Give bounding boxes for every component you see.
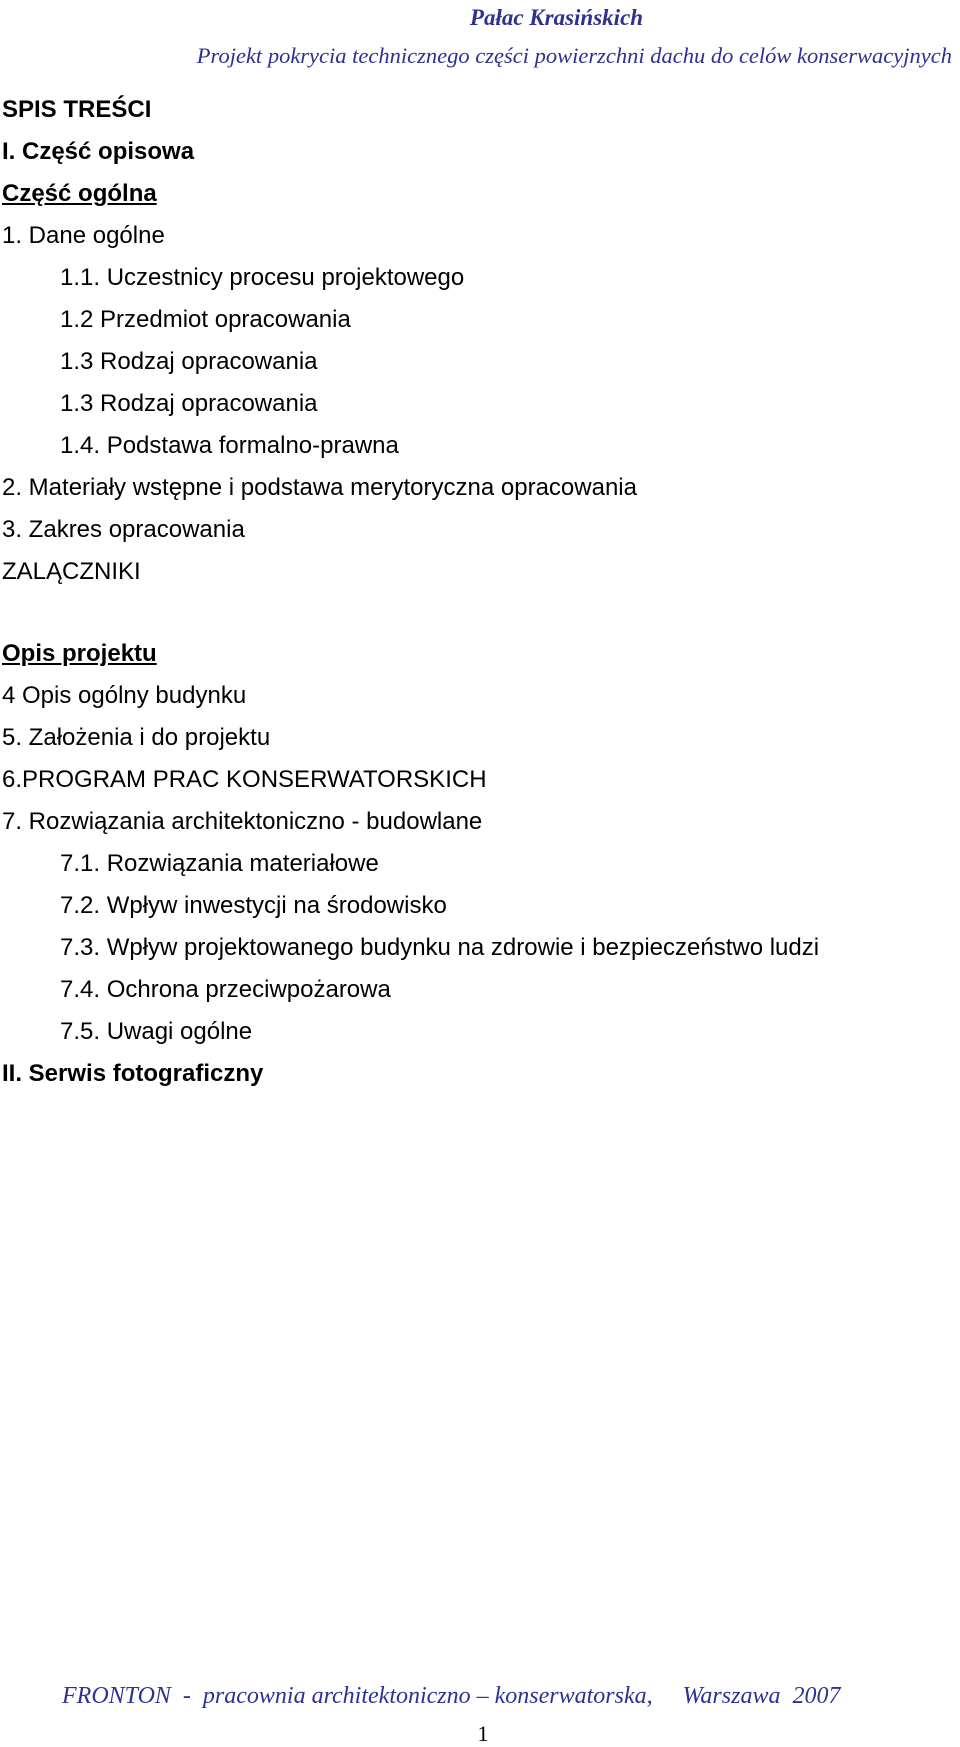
toc-item: 7.4. Ochrona przeciwpożarowa	[60, 976, 391, 1003]
toc-item: 4 Opis ogólny budynku	[2, 682, 247, 709]
footer-text: FRONTON - pracownia architektoniczno – konserwatorska, Warszawa 2007	[62, 1683, 841, 1709]
toc-section-project	[2, 633, 952, 675]
toc-section-project-label: Opis projektu	[2, 640, 157, 667]
toc-item: 7.2. Wpływ inwestycji na środowisko	[60, 892, 447, 919]
toc-part-2: II. Serwis fotograficzny	[2, 1060, 264, 1087]
toc-item: 1.4. Podstawa formalno-prawna	[60, 432, 399, 459]
toc-item: 1. Dane ogólne	[2, 222, 165, 249]
toc-item: 1.3 Rodzaj opracowania	[60, 390, 318, 417]
toc-item: 3. Zakres opracowania	[2, 516, 245, 543]
toc-section-general	[2, 173, 952, 215]
toc-item: 1.2 Przedmiot opracowania	[60, 306, 351, 333]
page-number: 1	[477, 1721, 489, 1746]
document-subtitle: Projekt pokrycia technicznego części powierzchni dachu do celów konserwacyjnych	[196, 43, 952, 68]
toc-item: 2. Materiały wstępne i podstawa merytoryczna opracowania	[2, 474, 637, 501]
toc-section-general-label: Część ogólna	[2, 180, 157, 207]
toc-item: 7. Rozwiązania architektoniczno - budowlane	[2, 808, 483, 835]
toc-item: 7.5. Uwagi ogólne	[60, 1018, 253, 1045]
toc-item: 1.1. Uczestnicy procesu projektowego	[60, 264, 465, 291]
document-title: Pałac Krasińskich	[469, 5, 644, 30]
toc-item: 7.1. Rozwiązania materiałowe	[60, 850, 379, 877]
toc-part-1: I. Część opisowa	[2, 138, 195, 165]
toc-item: 1.3 Rodzaj opracowania	[60, 348, 318, 375]
toc-item: 5. Założenia i do projektu	[2, 724, 271, 751]
table-of-contents	[2, 89, 952, 1095]
toc-item: 7.3. Wpływ projektowanego budynku na zdrowie i bezpieczeństwo ludzi	[60, 934, 820, 961]
toc-spacer	[2, 593, 952, 633]
toc-item: 6.PROGRAM PRAC KONSERWATORSKICH	[2, 766, 487, 793]
toc-item: ZALĄCZNIKI	[2, 558, 141, 585]
toc-heading: SPIS TREŚCI	[2, 96, 152, 123]
